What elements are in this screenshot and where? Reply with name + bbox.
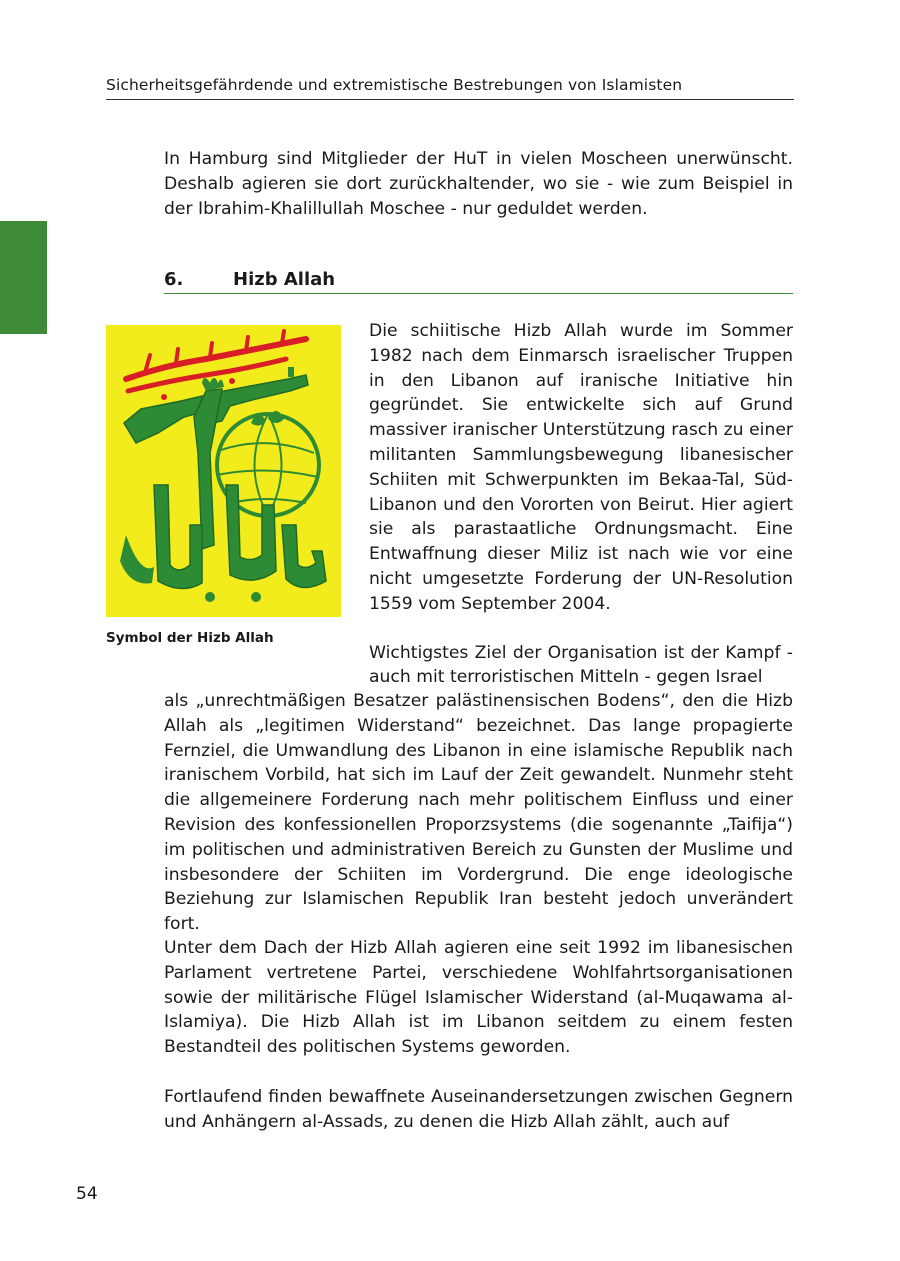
paragraph-wrap-beside-figure — [369, 319, 793, 690]
page-number: 54 — [76, 1184, 98, 1204]
section-heading — [164, 269, 793, 294]
paragraph-organization: Unter dem Dach der Hizb Allah agieren eine seit 1992 im libanesischen Parlament vertretene Partei, verschiedene Wohlfahrtsorganisationen sowie der militärische Flügel Islamischer Widerstand (al-Muqawama al-Islamiya). Die Hizb Allah ist im Libanon seitdem zu einem festen Bestandteil des politischen Systems geworden. — [164, 938, 793, 1058]
chapter-side-tab — [0, 221, 47, 334]
paragraph-history: Die schiitische Hizb Allah wurde im Sommer 1982 nach dem Einmarsch israelischer Truppen in den Libanon auf iranische Initiative hin gegründet. Sie entwickelte sich auf Grund massiver iranischer Unterstützung rasch zu einer militanten Sammlungsbewegung libanesischer Schiiten mit Schwerpunkten im Bekaa-Tal, Süd-Libanon und den Vororten von Beirut. Hier agiert sie als parastaatliche Ordnungsmacht. Eine Entwaffnung dieser Miliz ist nach wie vor eine nicht umgesetzte Forderung der UN-Resolution 1559 vom September 2004. — [369, 321, 793, 614]
section-number: 6. — [164, 269, 184, 290]
running-header: Sicherheitsgefährdende und extremistische Bestrebungen von Islamisten — [106, 76, 794, 100]
hizb-allah-emblem-graphic — [106, 325, 341, 617]
section-title: Hizb Allah — [233, 269, 336, 290]
paragraph-conflicts: Fortlaufend finden bewaffnete Auseinandersetzungen zwischen Gegnern und Anhängern al-Assads, zu denen die Hizb Allah zählt, auch auf — [164, 1087, 793, 1132]
paragraph-goals-start: Wichtigstes Ziel der Organisation ist der Kampf - auch mit terroristischen Mitteln - gegen Israel — [369, 642, 793, 688]
figure-caption: Symbol der Hizb Allah — [106, 630, 274, 646]
hizb-allah-logo — [106, 325, 341, 617]
paragraph-goals-continued: als „unrechtmäßigen Besatzer palästinensischen Bodens“, den die Hizb Allah als „legitimen Widerstand“ bezeichnet. Das lange propagierte Fernziel, die Umwandlung des Libanon in eine islamische Republik nach iranischem Vorbild, hat sich im Lauf der Zeit gewandelt. Nunmehr steht die allgemeinere Forderung nach mehr politischem Einfluss und einer Revision des konfessionellen Proporzsystems (die sogenannte „Taifija“) im politischen und administrativen Bereich zu Gunsten der Muslime und insbesondere der Schiiten im Vordergrund. Die enge ideologische Beziehung zur Islamischen Republik Iran besteht jedoch unverändert fort. — [164, 691, 793, 935]
intro-paragraph: In Hamburg sind Mitglieder der HuT in vielen Moscheen unerwünscht. Deshalb agieren sie dort zurückhaltender, wo sie - wie zum Beispiel in der Ibrahim-Khalillullah Moschee - nur geduldet werden. — [164, 149, 793, 219]
